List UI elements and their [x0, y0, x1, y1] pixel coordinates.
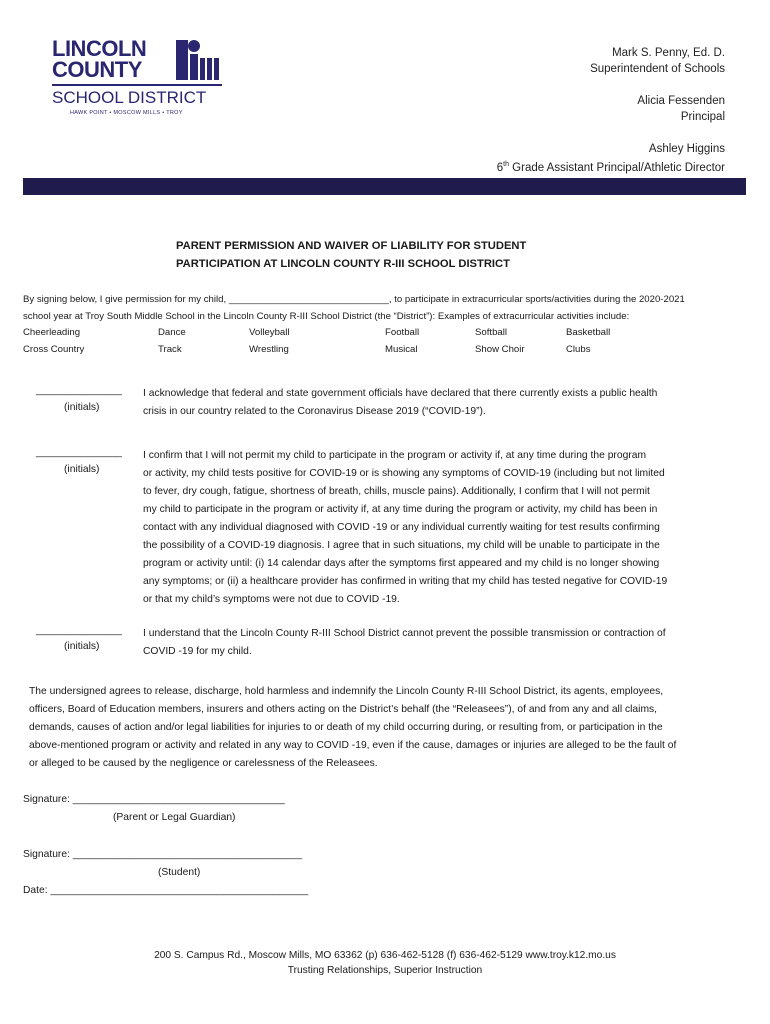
logo-mark-icon: [174, 38, 222, 82]
parent-signature-label: (Parent or Legal Guardian): [113, 812, 236, 823]
activity-item: Dance: [158, 327, 186, 338]
student-signature-field[interactable]: Signature: ________________________________________: [23, 849, 302, 860]
release-paragraph: The undersigned agrees to release, discharge, hold harmless and indemnify the Lincoln County R-III School District, its agents, employees, officers, Board of Education members, insurers and others acting on the District’s behalf (the “Releasees”), of and from any and all claims, demands, causes of action and/or legal liabilities for injuries to or death of my child occurring during, or resulting from, or participation in the above-mentioned program or activity and related in any way to COVID -19, even if the cause, damages or injuries are alleged to be the fault of or alleged to be caused by the negligence or carelessness of the Releasees.: [29, 686, 677, 769]
logo-line-lincoln: LINCOLN: [52, 36, 147, 61]
parent-signature-field[interactable]: Signature: _____________________________________: [23, 794, 285, 805]
acknowledgement-2: I confirm that I will not permit my child to participate in the program or activity if, at any time during the program or activity, my child tests positive for COVID-19 or is showing any symptoms of COVID-19 (including but not limited to fever, dry cough, fatigue, shortness of breath, chills, muscle pains). Additionally, I confirm that I will not permit my child to participate in the program or activity if, at any time during the program or activity, my child has been in contact with any individual diagnosed with COVID -19 or any individual currently waiting for test results confirming the possibility of a COVID-19 diagnosis. I agree that in such situations, my child will be unable to participate in the program or activity until: (i) 14 calendar days after the symptoms first appeared and my child is no longer showing any symptoms; or (ii) a healthcare provider has confirmed in writing that my child has tested negative for COVID-19 or that my child’s symptoms were not due to COVID -19.: [143, 450, 668, 605]
activity-item: Wrestling: [249, 344, 289, 355]
administrator-block: [497, 45, 725, 176]
activity-item: Football: [385, 327, 420, 338]
initials-line-3[interactable]: _______________: [36, 625, 122, 636]
initials-line-1[interactable]: _______________: [36, 385, 122, 396]
superintendent-title: Superintendent of Schools: [590, 63, 725, 75]
student-signature-label: (Student): [158, 867, 201, 878]
activity-item: Show Choir: [475, 344, 525, 355]
principal-title: Principal: [680, 111, 725, 123]
initials-label-2: (initials): [64, 464, 100, 475]
footer-address: 200 S. Campus Rd., Moscow Mills, MO 63362 (p) 636-462-5128 (f) 636-462-5129 www.troy.k12.mo.us: [154, 950, 616, 961]
initials-label-3: (initials): [64, 641, 100, 652]
logo-towns: HAWK POINT • MOSCOW MILLS • TROY: [70, 110, 183, 116]
activity-item: Cross Country: [23, 344, 85, 355]
activity-item: Softball: [475, 327, 507, 338]
date-field[interactable]: Date: _____________________________________________: [23, 885, 309, 896]
logo-line-county: COUNTY: [52, 57, 142, 82]
initials-label-1: (initials): [64, 402, 100, 413]
activity-item: Basketball: [566, 327, 611, 338]
acknowledgement-1: I acknowledge that federal and state government officials have declared that there currently exists a public health crisis in our country related to the Coronavirus Disease 2019 (“COVID-19”).: [143, 388, 658, 417]
footer-tagline: Trusting Relationships, Superior Instruction: [287, 965, 483, 976]
assistant-principal-title: 6th Grade Assistant Principal/Athletic Director: [496, 161, 725, 174]
logo-line-school-district: SCHOOL DISTRICT: [52, 88, 207, 107]
initials-line-2[interactable]: _______________: [36, 447, 122, 458]
activity-item: Track: [158, 344, 182, 355]
principal-name: Alicia Fessenden: [637, 95, 725, 107]
superintendent-name: Mark S. Penny, Ed. D.: [612, 47, 725, 59]
document-title: PARENT PERMISSION AND WAIVER OF LIABILITY FOR STUDENT PARTICIPATION AT LINCOLN COUNTY R-III SCHOOL DISTRICT: [176, 240, 527, 270]
activity-item: Musical: [385, 344, 418, 355]
header-band: [23, 178, 746, 195]
activity-item: Clubs: [566, 344, 591, 355]
activity-item: Cheerleading: [23, 327, 81, 338]
intro-paragraph: By signing below, I give permission for my child, ______________________________, to participate in extracurricular sports/activities during the 2020-2021 school year at Troy South Middle School in the Lincoln County R-III School District (the “District”): Examples of extracurricular activities include:: [23, 294, 685, 322]
district-logo: [52, 38, 227, 123]
logo-rule: [52, 84, 222, 86]
activity-item: Volleyball: [249, 327, 290, 338]
assistant-principal-name: Ashley Higgins: [648, 143, 725, 155]
acknowledgement-3: I understand that the Lincoln County R-III School District cannot prevent the possible transmission or contraction of COVID -19 for my child.: [143, 628, 666, 657]
